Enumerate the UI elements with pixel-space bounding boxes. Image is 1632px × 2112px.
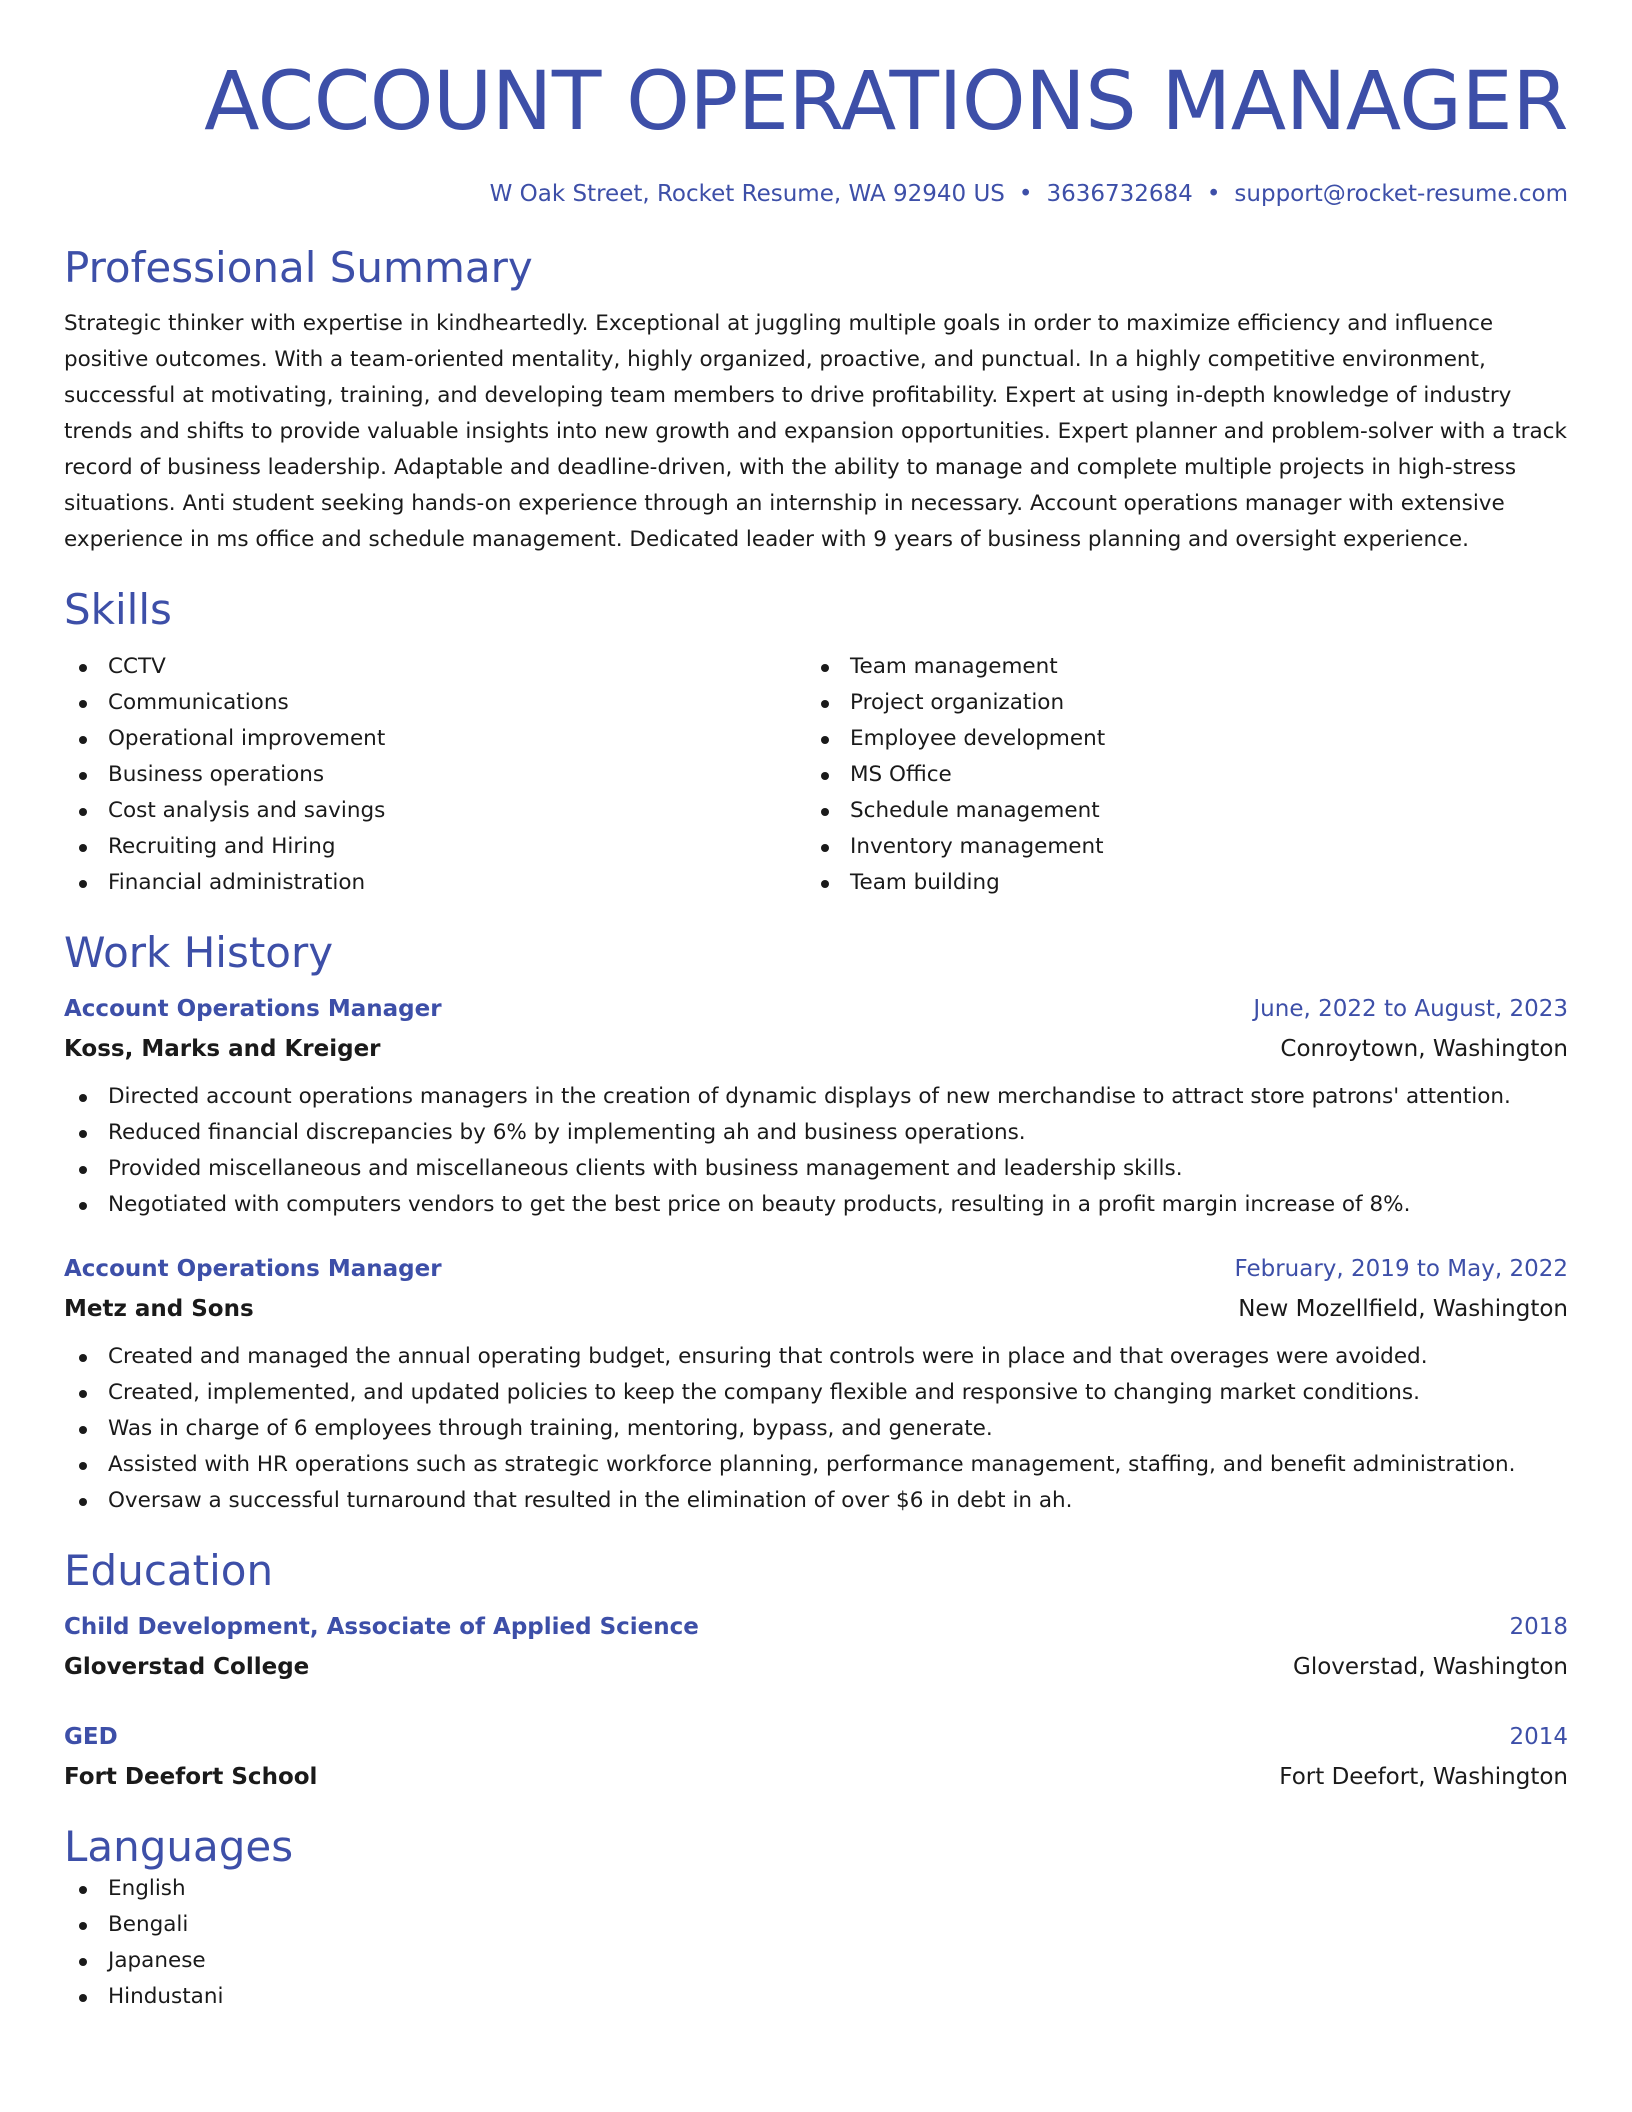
job-bullet: Negotiated with computers vendors to get the best price on beauty products, resulting in a profit margin increase of 8%.: [64, 1187, 1568, 1223]
education-year: 2014: [1509, 1724, 1568, 1751]
job-company: Metz and Sons: [64, 1295, 254, 1322]
resume-name-title: ACCOUNT OPERATIONS MANAGER: [204, 55, 1568, 149]
education-section: [64, 1547, 1568, 1797]
skill-item: Communications: [64, 685, 806, 721]
contact-address: W Oak Street, Rocket Resume, WA 92940 US: [489, 181, 1005, 207]
job-role: Account Operations Manager: [64, 1255, 442, 1282]
job-bullet: Directed account operations managers in the creation of dynamic displays of new merchandise to attract store patrons' attention.: [64, 1079, 1568, 1115]
language-item: Japanese: [64, 1943, 1568, 1979]
skills-section: [64, 586, 1568, 900]
job-bullet: Assisted with HR operations such as strategic workforce planning, performance management, staffing, and benefit administration.: [64, 1447, 1568, 1483]
job-entry: [64, 989, 1568, 1223]
education-heading: Education: [64, 1545, 274, 1595]
job-role: Account Operations Manager: [64, 995, 442, 1022]
job-bullet: Created, implemented, and updated policies to keep the company flexible and responsive to changing market conditions.: [64, 1375, 1568, 1411]
education-year: 2018: [1509, 1614, 1568, 1641]
education-entry: [64, 1717, 1568, 1797]
job-bullet: Provided miscellaneous and miscellaneous clients with business management and leadership skills.: [64, 1151, 1568, 1187]
job-location: Conroytown, Washington: [1280, 1035, 1568, 1062]
contact-phone: 3636732684: [1046, 181, 1193, 207]
summary-heading: Professional Summary: [64, 243, 533, 292]
education-school: Gloverstad College: [64, 1654, 310, 1681]
education-location: Fort Deefort, Washington: [1279, 1764, 1568, 1791]
skill-item: Financial administration: [64, 865, 806, 901]
language-item: English: [64, 1871, 1568, 1907]
skills-column-right: [806, 649, 1548, 901]
languages-heading: Languages: [64, 1822, 294, 1872]
languages-list: [64, 1871, 1568, 2015]
education-degree: Child Development, Associate of Applied Science: [64, 1614, 699, 1641]
skill-item: Employee development: [806, 721, 1548, 757]
job-location: New Mozellfield, Washington: [1238, 1295, 1568, 1322]
skill-item: Recruiting and Hiring: [64, 829, 806, 865]
skill-item: Team management: [806, 649, 1548, 685]
skill-item: Schedule management: [806, 793, 1548, 829]
language-item: Bengali: [64, 1907, 1568, 1943]
job-bullet: Created and managed the annual operating budget, ensuring that controls were in place and that overages were avoided.: [64, 1339, 1568, 1375]
summary-section: [64, 244, 1568, 558]
job-bullet: Reduced financial discrepancies by 6% by implementing ah and business operations.: [64, 1115, 1568, 1151]
language-item: Hindustani: [64, 1979, 1568, 2015]
contact-line: [64, 183, 1568, 206]
job-bullet: Oversaw a successful turnaround that resulted in the elimination of over $6 in debt in ah.: [64, 1483, 1568, 1519]
contact-separator: •: [1206, 181, 1221, 207]
skills-column-left: [64, 649, 806, 901]
education-degree: GED: [64, 1724, 118, 1751]
skill-item: Team building: [806, 865, 1548, 901]
skill-item: Operational improvement: [64, 721, 806, 757]
job-bullet: Was in charge of 6 employees through training, mentoring, bypass, and generate.: [64, 1411, 1568, 1447]
job-entry: [64, 1249, 1568, 1519]
job-dates: June, 2022 to August, 2023: [1253, 995, 1568, 1022]
education-school: Fort Deefort School: [64, 1764, 318, 1791]
skill-item: Project organization: [806, 685, 1548, 721]
education-location: Gloverstad, Washington: [1293, 1654, 1568, 1681]
contact-email: support@rocket-resume.com: [1234, 181, 1568, 207]
contact-separator: •: [1018, 181, 1033, 207]
languages-section: [64, 1823, 1568, 2015]
skill-item: Inventory management: [806, 829, 1548, 865]
skill-item: CCTV: [64, 649, 806, 685]
skills-grid: [64, 649, 1568, 901]
skill-item: Business operations: [64, 757, 806, 793]
skill-item: Cost analysis and savings: [64, 793, 806, 829]
work-history-section: [64, 929, 1568, 1519]
skills-heading: Skills: [64, 585, 172, 635]
education-entry: [64, 1607, 1568, 1687]
summary-text: Strategic thinker with expertise in kindheartedly. Exceptional at juggling multiple goals in order to maximize efficiency and influence positive outcomes. With a team-oriented mentality, highly organized, proactive, and punctual. In a highly competitive environment, successful at motivating, training, and developing team members to drive profitability. Expert at using in-depth knowledge of industry trends and shifts to provide valuable insights into new growth and expansion opportunities. Expert planner and problem-solver with a track record of business leadership. Adaptable and deadline-driven, with the ability to manage and complete multiple projects in high-stress situations. Anti student seeking hands-on experience through an internship in necessary. Account operations manager with extensive experience in ms office and schedule management. Dedicated leader with 9 years of business planning and oversight experience.: [64, 311, 1567, 553]
job-company: Koss, Marks and Kreiger: [64, 1035, 381, 1062]
skill-item: MS Office: [806, 757, 1548, 793]
work-history-heading: Work History: [64, 927, 334, 977]
job-dates: February, 2019 to May, 2022: [1234, 1255, 1568, 1282]
